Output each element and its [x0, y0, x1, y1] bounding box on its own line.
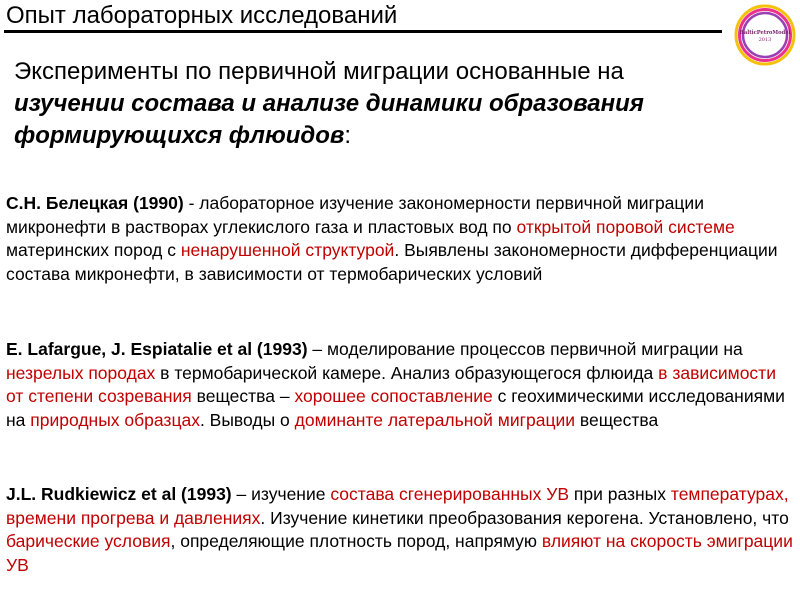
highlighted-text: природных образцах	[30, 409, 200, 430]
highlighted-text: влияют на скорость эмиграции УВ	[6, 531, 793, 575]
intro-text	[14, 56, 724, 152]
reference-author: E. Lafargue, J. Espiatalie et al (1993)	[6, 339, 308, 359]
body-text: . Выводы о	[199, 409, 295, 430]
highlighted-text: барические условия	[6, 531, 171, 551]
paragraph-rudkiewicz	[6, 483, 796, 577]
reference-author: J.L. Rudkiewicz et al (1993)	[6, 484, 232, 504]
highlighted-text: хорошее сопоставление	[294, 386, 493, 406]
body-text: при разных	[569, 484, 671, 504]
highlighted-text: состава сгенерированных УВ	[330, 484, 570, 504]
logo-year: 2013	[758, 37, 772, 43]
body-text: . Изучение кинетики преобразования керогена. Установлено, что	[260, 507, 789, 528]
highlighted-text: открытой поровой системе	[516, 216, 735, 237]
slide-title: Опыт лабораторных исследований	[6, 2, 398, 29]
body-text: вещества	[575, 409, 659, 430]
paragraph-lafargue	[6, 338, 796, 432]
highlighted-text: незрелых породах	[6, 362, 156, 383]
body-text: – изучение	[231, 484, 331, 504]
intro-emphasis: изучении состава и анализе динамики образования формирующихся флюидов	[14, 90, 644, 149]
body-text: в термобарической камере. Анализ образующегося флюида	[155, 362, 659, 383]
reference-author: С.Н. Белецкая (1990)	[6, 193, 184, 213]
intro-tail: :	[344, 122, 352, 149]
body-text: вещества –	[191, 386, 295, 406]
body-text: – моделирование процессов первичной миграции на	[307, 339, 743, 359]
highlighted-text: ненарушенной структурой	[180, 240, 395, 260]
highlighted-text: доминанте латеральной миграции	[294, 409, 576, 430]
baltic-petro-model-logo	[734, 4, 796, 66]
body-text: - лабораторное изучение закономерности первичной миграции микронефти в растворах углекислого газа и пластовых вод по	[6, 193, 704, 237]
highlighted-text: в зависимости от степени созревания	[6, 362, 776, 406]
body-text: , определяющие плотность пород, напрямую	[170, 531, 542, 551]
title-divider	[4, 30, 722, 33]
intro-plain: Эксперименты по первичной миграции основанные на	[14, 58, 624, 85]
body-text: с геохимическими исследованиями на	[6, 386, 785, 430]
body-text: материнских пород с	[6, 240, 181, 260]
highlighted-text: температурах, времени прогрева и давлениях	[6, 484, 789, 528]
body-text: . Выявлены закономерности дифференциации состава микронефти, в зависимости от термобарических условий	[6, 240, 778, 284]
paragraph-beletskaya	[6, 192, 796, 286]
logo-text: BalticPetroModel	[739, 30, 791, 36]
